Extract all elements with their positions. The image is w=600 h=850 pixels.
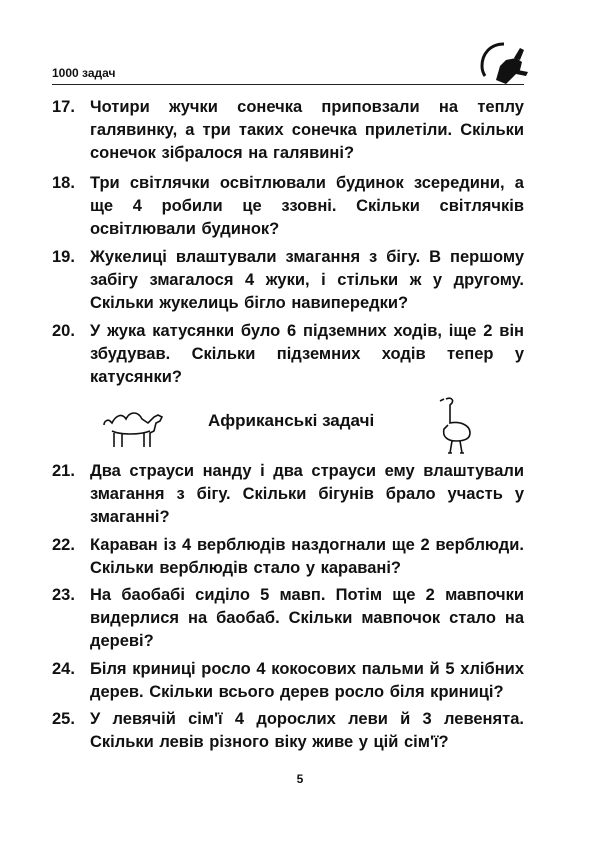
hand-pointer-logo xyxy=(476,40,532,88)
problem-number: 24. xyxy=(52,660,75,678)
problem-22 xyxy=(52,534,524,580)
page-header xyxy=(52,62,524,85)
problem-text: На баобабі сиділо 5 мавп. Потім ще 2 мавпочки видерлися на баобаб. Скільки мавпочок стало на дереві? xyxy=(90,586,524,650)
header-title: 1000 задач xyxy=(52,66,116,80)
problem-number: 17. xyxy=(52,98,75,116)
problem-text: У левячій сім'ї 4 дорослих леви й 3 левенята. Скільки левів різного віку живе у цій сім'ї? xyxy=(90,710,524,751)
problem-21 xyxy=(52,460,524,529)
problem-23 xyxy=(52,584,524,653)
problem-number: 18. xyxy=(52,174,75,192)
problem-text: У жука катусянки було 6 підземних ходів, іще 2 він збудував. Скільки підземних ходів тепер у катусянки? xyxy=(90,322,524,386)
problem-number: 25. xyxy=(52,710,75,728)
problem-text: Біля криниці росло 4 кокосових пальми й 5 хлібних дерев. Скільки всього дерев росло біля криниці? xyxy=(90,660,524,701)
problem-number: 22. xyxy=(52,536,75,554)
problem-number: 23. xyxy=(52,586,75,604)
problem-17 xyxy=(52,96,524,165)
section-header xyxy=(100,395,500,455)
problem-number: 21. xyxy=(52,462,75,480)
ostrich-icon xyxy=(430,395,476,455)
problem-text: Два страуси нанду і два страуси ему влаштували змагання з бігу. Скільки бігунів брало участь у змаганні? xyxy=(90,462,524,526)
problem-25 xyxy=(52,708,524,754)
problem-number: 20. xyxy=(52,322,75,340)
problem-text: Три світлячки освітлювали будинок зсередини, а ще 4 робили це ззовні. Скільки світлячків освітлювали будинок? xyxy=(90,174,524,238)
section-title: Африканські задачі xyxy=(208,411,375,430)
page-number: 5 xyxy=(296,772,304,786)
problem-20 xyxy=(52,320,524,389)
problem-19 xyxy=(52,246,524,315)
camel-icon xyxy=(100,403,168,449)
problem-number: 19. xyxy=(52,248,75,266)
problem-24 xyxy=(52,658,524,704)
problem-text: Чотири жучки сонечка приповзали на теплу галявинку, а три таких сонечка прилетіли. Скільки сонечок зібралося на галявині? xyxy=(90,98,524,162)
problem-18 xyxy=(52,172,524,241)
problem-text: Жукелиці влаштували змагання з бігу. В першому забігу змагалося 4 жуки, і стільки ж у другому. Скільки жукелиць бігло навипередки? xyxy=(90,248,524,312)
problem-text: Караван із 4 верблюдів наздогнали ще 2 верблюди. Скільки верблюдів стало у каравані? xyxy=(90,536,524,577)
